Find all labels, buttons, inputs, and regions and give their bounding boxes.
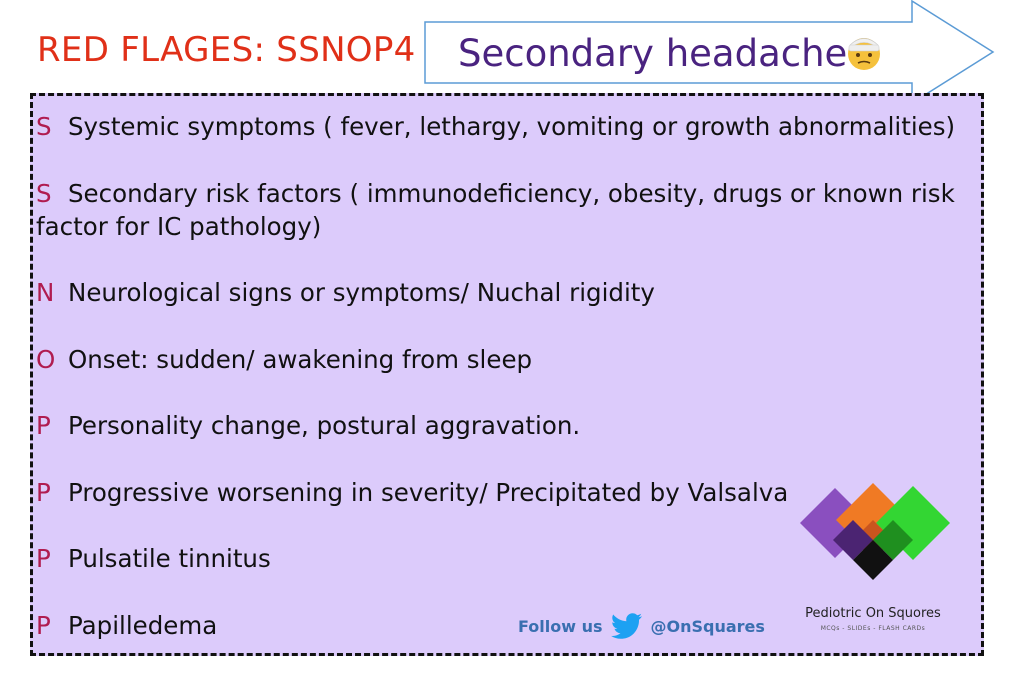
item-letter: O bbox=[36, 344, 56, 374]
list-item bbox=[36, 110, 976, 143]
item-text: Papilledema bbox=[68, 610, 218, 640]
twitter-handle: @OnSquares bbox=[650, 616, 765, 636]
logo-name: Pediotric On Squores bbox=[805, 606, 941, 621]
logo-tagline: MCQs - SLIDEs - FLASH CARDs bbox=[820, 625, 926, 632]
twitter-bird-icon bbox=[611, 613, 643, 639]
item-letter: P bbox=[36, 544, 51, 573]
logo-icon bbox=[795, 483, 955, 603]
follow-label: Follow us bbox=[518, 616, 603, 636]
list-item bbox=[36, 177, 976, 243]
item-letter: P bbox=[36, 411, 51, 440]
item-letter: N bbox=[36, 278, 55, 307]
follow-us[interactable] bbox=[518, 613, 765, 639]
item-letter: S bbox=[36, 178, 52, 208]
list-item bbox=[36, 343, 976, 376]
face-with-head-bandage-icon bbox=[845, 34, 883, 72]
list-item bbox=[36, 409, 976, 442]
item-letter: P bbox=[36, 477, 51, 507]
list-item bbox=[36, 276, 976, 309]
item-text: Pulsatile tinnitus bbox=[68, 544, 271, 573]
slide-title: RED FLAGES: SSNOP4 bbox=[37, 30, 416, 70]
item-text: Secondary risk factors ( immunodeficiency, obesity, drugs or known risk factor for IC pathology) bbox=[36, 178, 955, 241]
item-letter: P bbox=[36, 610, 51, 640]
item-text: Onset: sudden/ awakening from sleep bbox=[68, 344, 533, 374]
arrow-label: Secondary headache bbox=[458, 32, 848, 75]
item-text: Systemic symptoms ( fever, lethargy, vomiting or growth abnormalities) bbox=[68, 112, 956, 141]
item-text: Personality change, postural aggravation. bbox=[68, 411, 581, 440]
item-text: Neurological signs or symptoms/ Nuchal rigidity bbox=[68, 278, 655, 307]
item-text: Progressive worsening in severity/ Precipitated by Valsalva bbox=[68, 477, 789, 507]
item-letter: S bbox=[36, 112, 52, 141]
